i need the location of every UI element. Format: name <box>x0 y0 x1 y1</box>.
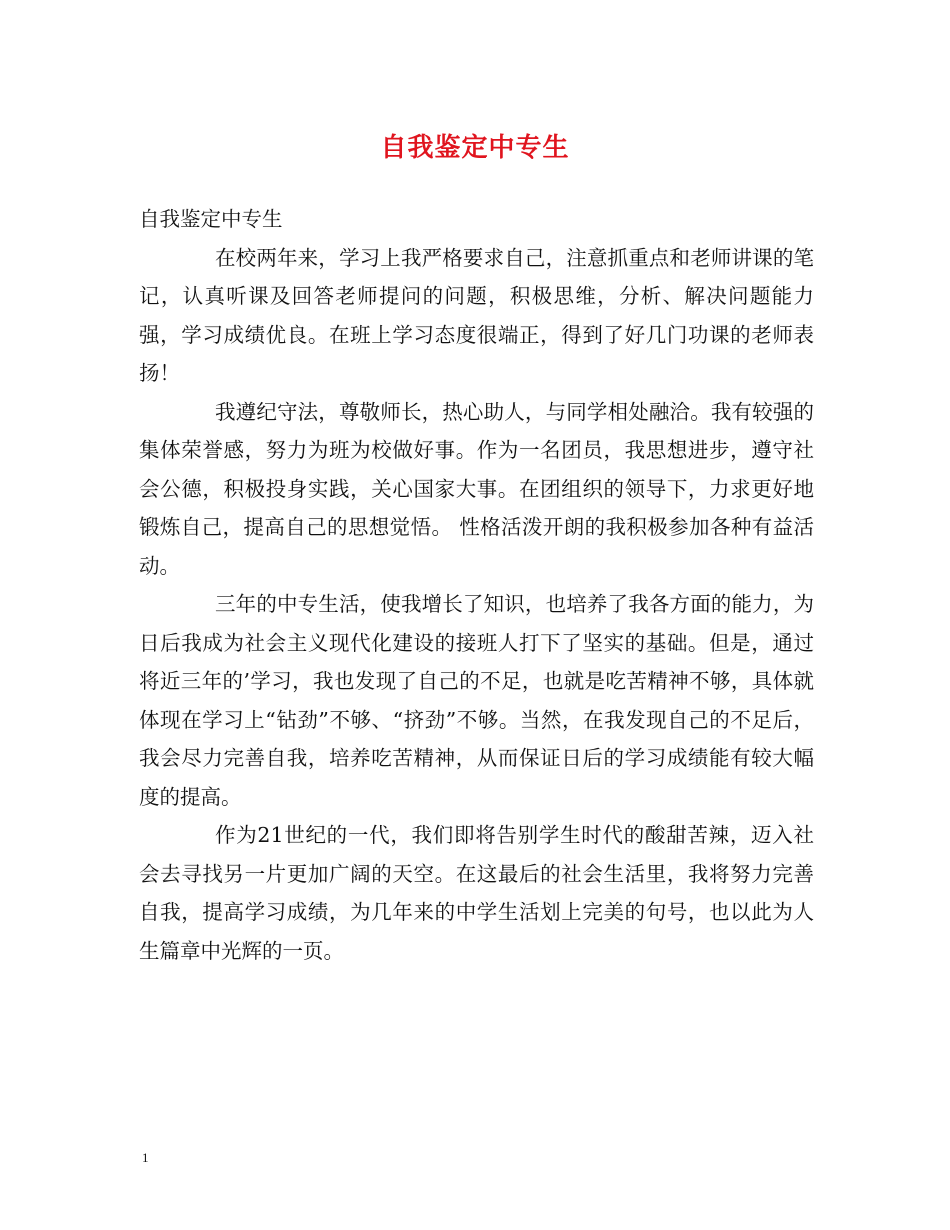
paragraph-1: 在校两年来，学习上我严格要求自己，注意抓重点和老师讲课的笔记，认真听课及回答老师提问的问题，积极思维，分析、解决问题能力强，学习成绩优良。在班上学习态度很端正，得到了好几门功课的老师表扬！ <box>139 245 814 385</box>
page-number: 1 <box>142 1150 149 1165</box>
paragraph-4: 作为21世纪的一代，我们即将告别学生时代的酸甜苦辣，迈入社会去寻找另一片更加广阔的天空。在这最后的社会生活里，我将努力完善自我，提高学习成绩，为几年来的中学生活划上完美的句号，也以此为人生篇章中光辉的一页。 <box>139 823 814 963</box>
document-title: 自我鉴定中专生 <box>380 133 570 163</box>
paragraph-2: 我遵纪守法，尊敬师长，热心助人，与同学相处融洽。我有较强的集体荣誉感，努力为班为校做好事。作为一名团员，我思想进步，遵守社会公德，积极投身实践，关心国家大事。在团组织的领导下，力求更好地锻炼自己，提高自己的思想觉悟。 性格活泼开朗的我积极参加各种有益活动。 <box>139 399 814 578</box>
paragraph-3: 三年的中专生活，使我增长了知识，也培养了我各方面的能力，为日后我成为社会主义现代化建设的接班人打下了坚实的基础。但是，通过将近三年的’学习，我也发现了自己的不足，也就是吃苦精神不够，具体就体现在学习上“钻劲”不够、“挤劲”不够。当然，在我发现自己的不足后，我会尽力完善自我，培养吃苦精神，从而保证日后的学习成绩能有较大幅度的提高。 <box>139 592 814 809</box>
document-subtitle: 自我鉴定中专生 <box>139 207 283 231</box>
document-body <box>139 200 814 970</box>
